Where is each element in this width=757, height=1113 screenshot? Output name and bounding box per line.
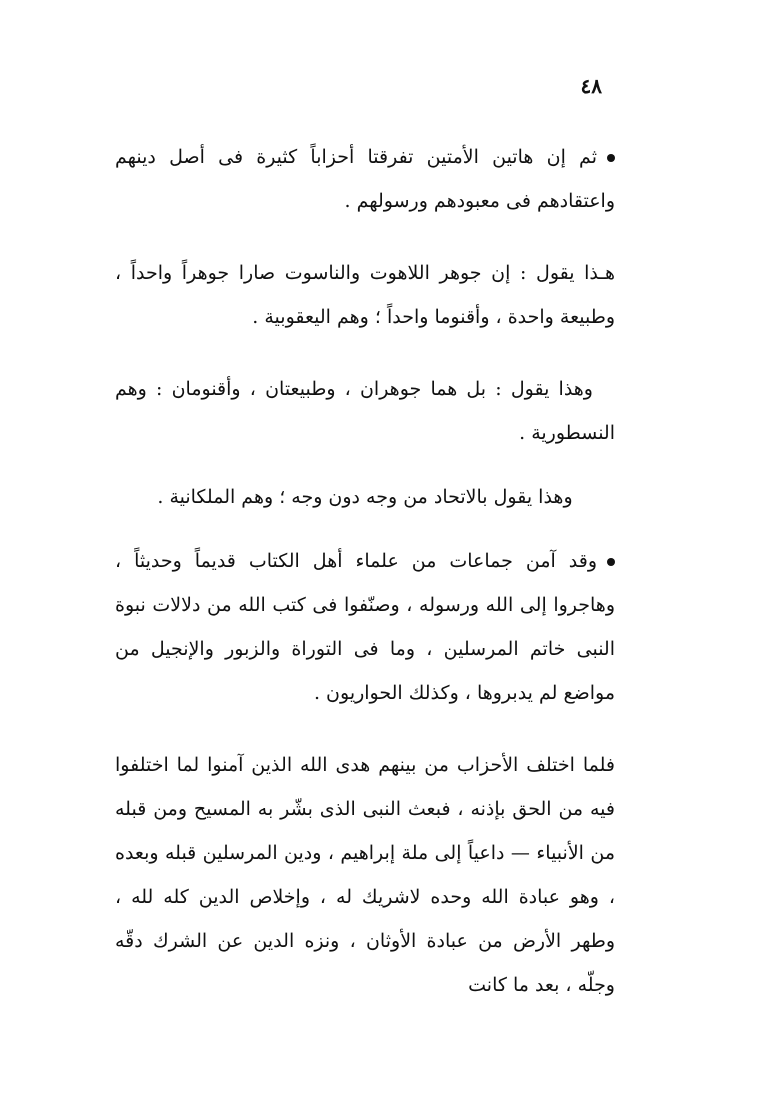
paragraph-3: وهذا يقول : بل هما جوهران ، وطبيعتان ، وأقنومان : وهم النسطورية . (115, 378, 615, 444)
paragraph-text: ثم إن هاتين الأمتين تفرقتا أحزاباً كثيرة فى أصل دينهم واعتقادهم فى معبودهم ورسولهم . (115, 146, 615, 212)
bullet-icon (607, 154, 615, 162)
bullet-icon (607, 558, 615, 566)
paragraph-text: وقد آمن جماعات من علماء أهل الكتاب قديماً وحديثاً ، وهاجروا إلى الله ورسوله ، وصنّفوا فى كتب الله من دلالات نبوة النبى خاتم المرسلين ، وما فى التوراة والزبور والإنجيل من مواضع لم يدبروها ، وكذلك الحواريون . (115, 550, 615, 704)
page-body (115, 135, 615, 1007)
page-number: ٤٨ (580, 74, 602, 98)
paragraph-5 (115, 539, 615, 715)
paragraph-4: وهذا يقول بالاتحاد من وجه دون وجه ؛ وهم الملكانية . (157, 486, 573, 508)
paragraph-6: فلما اختلف الأحزاب من بينهم هدى الله الذين آمنوا لما اختلفوا فيه من الحق بإذنه ، فبعث النبى الذى بشّر به المسيح ومن قبله من الأنبياء — داعياً إلى ملة إبراهيم ، ودين المرسلين قبله وبعده ، وهو عبادة الله وحده لاشريك له ، وإخلاص الدين كله لله ، وطهر الأرض من عبادة الأوثان ، ونزه الدين عن الشرك دقّه وجلّه ، بعد ما كانت (115, 754, 615, 996)
paragraph-1 (115, 135, 615, 223)
paragraph-2: هـذا يقول : إن جوهر اللاهوت والناسوت صارا جوهراً واحداً ، وطبيعة واحدة ، وأقنوما واحداً ؛ وهم اليعقوبية . (115, 262, 615, 328)
